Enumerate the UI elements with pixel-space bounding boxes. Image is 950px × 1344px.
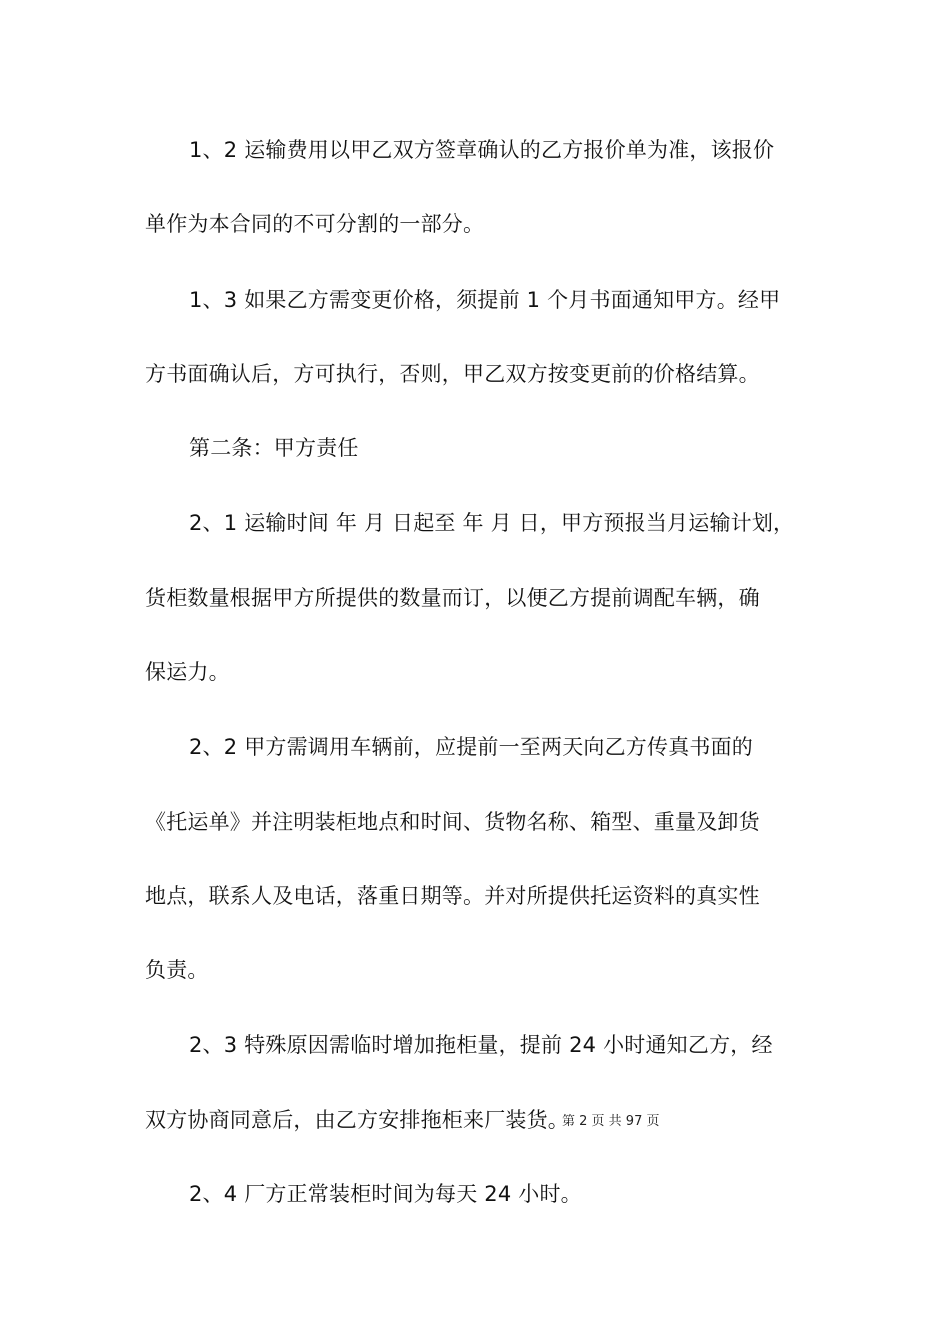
paragraph-line: 负责。: [145, 958, 209, 982]
paragraph-line: 保运力。: [145, 660, 230, 684]
paragraph-line: 1、3 如果乙方需变更价格，须提前 1 个月书面通知甲方。经甲: [189, 288, 781, 312]
paragraph-line: 地点，联系人及电话，落重日期等。并对所提供托运资料的真实性: [145, 884, 760, 908]
paragraph-line: 2、2 甲方需调用车辆前，应提前一至两天向乙方传真书面的: [189, 735, 753, 759]
paragraph-line: 单作为本合同的不可分割的一部分。: [145, 212, 485, 236]
paragraph-line: 双方协商同意后，由乙方安排拖柜来厂装货。: [145, 1108, 569, 1132]
paragraph-line: 方书面确认后，方可执行，否则，甲乙双方按变更前的价格结算。: [145, 362, 760, 386]
paragraph-line: 货柜数量根据甲方所提供的数量而订，以便乙方提前调配车辆，确: [145, 586, 760, 610]
section-heading: 第二条：甲方责任: [189, 436, 359, 460]
paragraph-line: 2、3 特殊原因需临时增加拖柜量，提前 24 小时通知乙方，经: [189, 1033, 773, 1057]
paragraph-line: 2、1 运输时间 年 月 日起至 年 月 日，甲方预报当月运输计划，: [189, 511, 795, 535]
paragraph-line: 《托运单》并注明装柜地点和时间、货物名称、箱型、重量及卸货: [145, 810, 760, 834]
paragraph-line: 1、2 运输费用以甲乙双方签章确认的乙方报价单为准，该报价: [189, 138, 775, 162]
page-number: 第 2 页 共 97 页: [562, 1114, 660, 1129]
paragraph-line: 2、4 厂方正常装柜时间为每天 24 小时。: [189, 1182, 582, 1206]
